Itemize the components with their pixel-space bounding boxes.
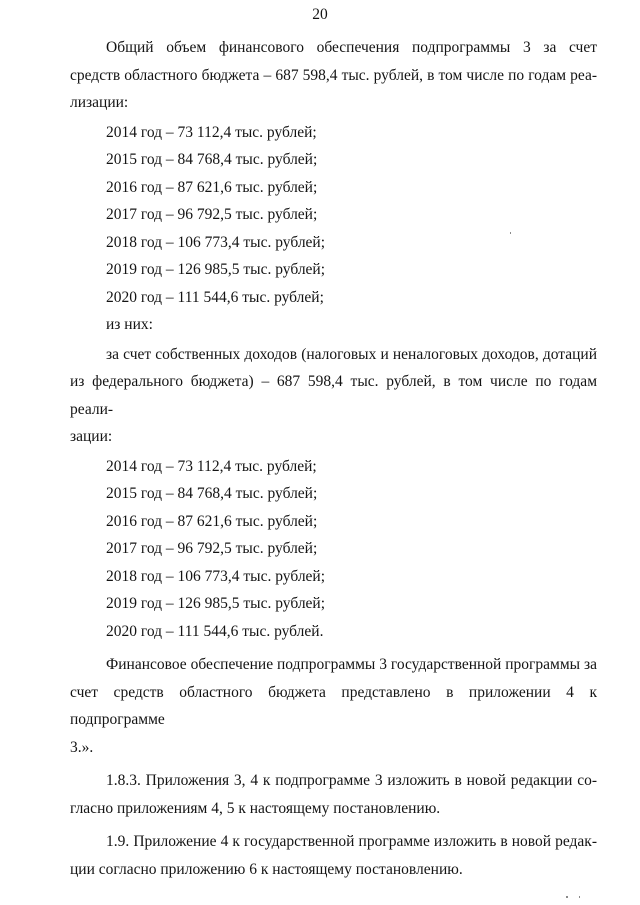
paragraph-line: средств областного бюджета – 687 598,4 тыс. рублей, в том числе по годам реа- xyxy=(70,66,597,84)
list-item-2014: 2014 год – 73 112,4 тыс. рублей; xyxy=(106,123,317,141)
paragraph-line: счет средств областного бюджета представлено в приложении 4 к подпрограмме xyxy=(70,683,597,728)
paragraph-line: 3.». xyxy=(70,738,94,756)
paragraph-appendix-reference xyxy=(70,651,597,761)
paragraph-line: 1.9. Приложение 4 к государственной программе изложить в новой редак- xyxy=(106,833,597,850)
list-item-2017: 2017 год – 96 792,5 тыс. рублей; xyxy=(106,206,318,223)
scan-speck xyxy=(566,896,568,898)
year-list-total xyxy=(70,119,597,312)
list-item-2016: 2016 год – 87 621,6 тыс. рублей; xyxy=(106,178,318,196)
list-item-2020: 2020 год – 111 544,6 тыс. рублей; xyxy=(106,288,324,306)
paragraph-own-revenue xyxy=(70,341,597,451)
paragraph-line: ции согласно приложению 6 к настоящему постановлению. xyxy=(70,860,463,878)
paragraph-line: 1.8.3. Приложения 3, 4 к подпрограмме 3 изложить в новой редакции со- xyxy=(106,772,597,789)
document-body xyxy=(70,34,597,883)
list-item-2015: 2015 год – 84 768,4 тыс. рублей; xyxy=(106,151,318,168)
list-item-2016: 2016 год – 87 621,6 тыс. рублей; xyxy=(106,512,318,530)
paragraph-clause-1-9 xyxy=(70,828,597,883)
paragraph-clause-1-8-3 xyxy=(70,767,597,822)
paragraph-line: из федерального бюджета) – 687 598,4 тыс. рублей, в том числе по годам реали- xyxy=(70,373,597,418)
paragraph-line: Финансовое обеспечение подпрограммы 3 государственной программы за xyxy=(106,656,597,673)
year-list-own-revenue xyxy=(70,453,597,646)
page-number: 20 xyxy=(312,6,328,23)
paragraph-line: лизации: xyxy=(70,94,129,111)
list-item-2019: 2019 год – 126 985,5 тыс. рублей; xyxy=(106,261,326,278)
scan-speck xyxy=(510,232,511,234)
list-item-2015: 2015 год – 84 768,4 тыс. рублей; xyxy=(106,485,318,502)
list-item-2014: 2014 год – 73 112,4 тыс. рублей; xyxy=(106,457,317,475)
paragraph-line: Общий объем финансового обеспечения подпрограммы 3 за счет xyxy=(106,39,597,56)
list-item-2018: 2018 год – 106 773,4 тыс. рублей; xyxy=(106,567,326,585)
list-item-2018: 2018 год – 106 773,4 тыс. рублей; xyxy=(106,233,326,251)
paragraph-line: зации: xyxy=(70,428,113,445)
paragraph-line: за счет собственных доходов (налоговых и неналоговых доходов, дотаций xyxy=(106,345,597,363)
from-them-label: из них: xyxy=(106,316,153,333)
scan-speck xyxy=(579,896,580,898)
list-item-2020: 2020 год – 111 544,6 тыс. рублей. xyxy=(106,622,324,640)
list-item-2019: 2019 год – 126 985,5 тыс. рублей; xyxy=(106,595,326,612)
paragraph-line: гласно приложениям 4, 5 к настоящему постановлению. xyxy=(70,799,441,817)
list-item-2017: 2017 год – 96 792,5 тыс. рублей; xyxy=(106,540,318,557)
paragraph-total-funding xyxy=(70,34,597,117)
